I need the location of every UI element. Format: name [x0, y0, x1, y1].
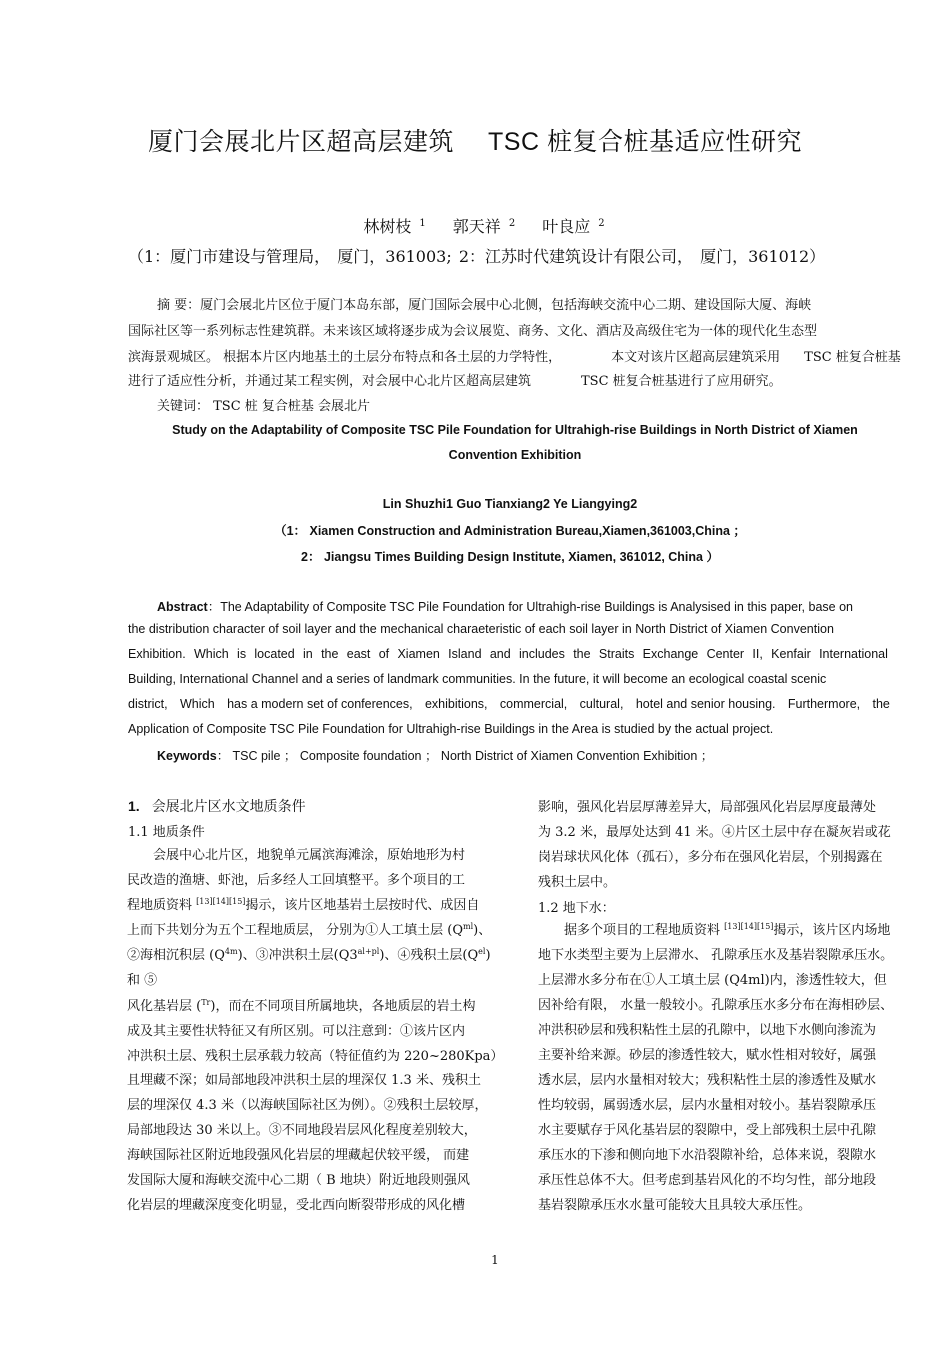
body-line: 风化基岩层 ($^{Tr}$)，而在不同项目所属地块，各地质层的岩土构 — [127, 998, 476, 1014]
paper-title — [0, 122, 950, 158]
author-1: 林树枝 $^1$ — [363, 217, 426, 236]
abstract-cn-line: 国际社区等一系列标志性建筑群。未来该区域将逐步成为会议展览、商务、文化、酒店及高级住宅为一体的现代化生态型 — [128, 324, 818, 339]
subsection-1-1-heading: 1.1 地质条件 — [128, 825, 205, 840]
body-line: 且埋藏不深；如局部地段冲洪积土层的埋深仅 1.3 米、残积土 — [127, 1073, 481, 1088]
body-line: 局部地段达 30 米以上。③不同地段岩层风化程度差别较大， — [127, 1123, 477, 1138]
body-line: 冲洪积砂层和残积粘性土层的孔隙中，以地下水侧向渗流为 — [538, 1023, 877, 1038]
english-abstract-line: Exhibition. Which is located in the east of Xiamen Island and includes the Straits Exchange Center II, Kenfair International — [128, 647, 888, 661]
body-line: 地下水类型主要为上层滞水、 孔隙承压水及基岩裂隙承压水。 — [538, 948, 894, 963]
abstract-cn-line: 滨海景观城区。 根据本片区内地基土的土层分布特点和各土层的力学特性， 本文对该片区超高层建筑采用 TSC 桩复合桩基 — [128, 350, 901, 365]
title-cn-part: 厦门会展北片区超高层建筑 — [148, 127, 455, 156]
abstract-cn-line: 摘 要：厦门会展北片区位于厦门本岛东部，厦门国际会展中心北侧，包括海峡交流中心二期、建设国际大厦、海峡 — [157, 298, 812, 313]
section-1-heading: 1. 会展北片区水文地质条件 — [128, 798, 306, 815]
body-line: 据多个项目的工程地质资料 [13][14][15]揭示，该片区内场地 — [564, 922, 891, 938]
body-line: 主要补给来源。砂层的渗透性较大，赋水性相对较好，属强 — [538, 1048, 877, 1063]
body-line: 上而下共划分为五个工程地质层， 分别为①人工填土层 $(Q^{ml})$、 — [127, 922, 492, 938]
body-line: 承压水的下渗和侧向地下水沿裂隙补给，总体来说，裂隙水 — [538, 1148, 877, 1163]
body-line: 和 ⑤ — [127, 973, 158, 988]
body-line: 会展中心北片区，地貌单元属滨海滩涂，原始地形为村 — [153, 848, 466, 863]
english-keywords: Keywords： TSC pile ； Composite foundation ； North District of Xiamen Convention Exhibition ； — [157, 749, 714, 763]
author-3: 叶良应 $^2$ — [542, 217, 605, 236]
english-affil-1: （1： Xiamen Construction and Administration Bureau,Xiamen,361003,China ； — [274, 524, 746, 538]
body-line: 民改造的渔塘、虾池，后多经人工回填整平。多个项目的工 — [127, 873, 466, 888]
body-line: 化岩层的埋藏深度变化明显，受北西向断裂带形成的风化槽 — [127, 1198, 466, 1213]
body-line: 透水层，层内水量相对较大；残积粘性土层的渗透性及赋水 — [538, 1073, 877, 1088]
english-abstract-line: Building, International Channel and a series of landmark communities. In the future, it will become an ecological coastal scenic — [128, 672, 827, 686]
body-line: 岗岩球状风化体（孤石），多分布在强风化岩层，个别揭露在 — [538, 850, 883, 865]
body-line: ②海相沉积层 $(Q^{4m})$、③冲洪积土层$(Q3^{al+pl})$、④残积土层$(Q^{el})$ — [127, 947, 491, 963]
body-line: 层的埋深仅 4.3 米（以海峡国际社区为例）。②残积土层较厚， — [127, 1098, 488, 1113]
body-line: 影响，强风化岩层厚薄差异大，局部强风化岩层厚度最薄处 — [538, 800, 877, 815]
english-abstract-line: the distribution character of soil layer and the mechanical charaeteristic of each soil layer in North District of Xiamen Convention — [128, 622, 834, 636]
body-line: 水主要赋存于风化基岩层的裂隙中，受上部残积土层中孔隙 — [538, 1123, 877, 1138]
subsection-1-2-heading: 1.2 地下水： — [538, 901, 615, 916]
english-title-line2: Convention Exhibition — [448, 448, 582, 462]
body-line: 冲洪积土层、残积土层承载力较高（特征值约为 220~280Kpa） — [127, 1049, 504, 1064]
body-line: 基岩裂隙承压水水量可能较大且具较大承压性。 — [538, 1198, 812, 1213]
body-line: 程地质资料 [13][14][15]揭示，该片区地基岩土层按时代、成因自 — [127, 897, 480, 913]
keywords-cn: 关键词： TSC 桩 复合桩基 会展北片 — [157, 399, 371, 414]
abstract-cn-line: 进行了适应性分析，并通过某工程实例，对会展中心北片区超高层建筑 TSC 桩复合桩基进行了应用研究。 — [128, 374, 782, 389]
english-title: Study on the Adaptability of Composite TSC Pile Foundation for Ultrahigh-rise Buildings in North District of Xiamen — [172, 423, 858, 437]
body-line: 成及其主要性状特征又有所区别。可以注意到：①该片区内 — [127, 1024, 466, 1039]
body-line: 承压性总体不大。但考虑到基岩风化的不均匀性，部分地段 — [538, 1173, 877, 1188]
affiliation: （1：厦门市建设与管理局， 厦门，361003; 2：江苏时代建筑设计有限公司， 厦门，361012） — [128, 247, 826, 266]
body-line: 海峡国际社区附近地段强风化岩层的埋藏起伏较平缓， 而建 — [127, 1148, 470, 1163]
title-tsc-part: TSC 桩复合桩基适应性研究 — [488, 128, 802, 156]
author-2: 郭天祥 $^2$ — [452, 217, 516, 236]
english-abstract-line: Application of Composite TSC Pile Foundation for Ultrahigh-rise Buildings in the Area is studied by the actual project. — [128, 722, 774, 736]
body-line: 因补给有限， 水量一般较小。孔隙承压水多分布在海相砂层、 — [538, 998, 894, 1013]
body-line: 残积土层中。 — [538, 875, 617, 890]
english-authors: Lin Shuzhi1 Guo Tianxiang2 Ye Liangying2 — [382, 497, 638, 511]
english-abstract-line: Abstract：The Adaptability of Composite TSC Pile Foundation for Ultrahigh-rise Buildings is Analysised in this paper, base on — [157, 600, 853, 614]
body-line: 上层滞水多分布在①人工填土层 (Q4ml)内，渗透性较大，但 — [538, 973, 887, 988]
body-line: 性均较弱，属弱透水层，层内水量相对较小。基岩裂隙承压 — [538, 1098, 877, 1113]
english-abstract-line: district, Which has a modern set of conferences, exhibitions, commercial, cultural, hotel and senior housing. Furthermore, the — [128, 697, 890, 711]
page-number: 1 — [491, 1253, 499, 1267]
author-list — [0, 214, 950, 237]
body-line: 为 3.2 米，最厚处达到 41 米。④片区土层中存在凝灰岩或花 — [538, 825, 891, 840]
english-affil-2: 2： Jiangsu Times Building Design Institute, Xiamen, 361012, China ） — [301, 550, 719, 564]
body-line: 发国际大厦和海峡交流中心二期（ B 地块）附近地段则强风 — [127, 1173, 470, 1188]
